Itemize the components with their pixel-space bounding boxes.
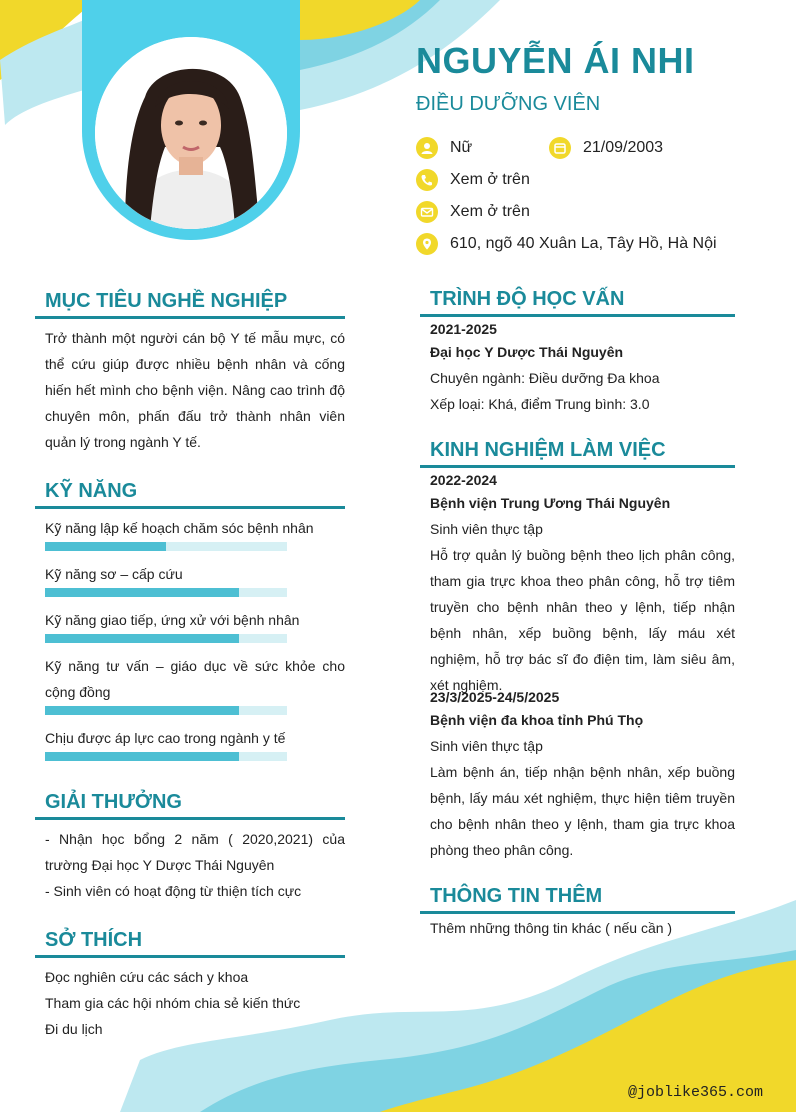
education-title: TRÌNH ĐỘ HỌC VẤN bbox=[420, 288, 735, 317]
experience-role: Sinh viên thực tập bbox=[430, 521, 543, 537]
hobbies-list bbox=[45, 964, 345, 1042]
calendar-icon bbox=[549, 137, 571, 159]
skill-bar bbox=[45, 634, 287, 643]
experience-title: KINH NGHIỆM LÀM VIỆC bbox=[420, 439, 735, 468]
skill-label: Chịu được áp lực cao trong ngành y tế bbox=[45, 730, 286, 746]
experience-org: Bệnh viện Trung Ương Thái Nguyên bbox=[430, 495, 671, 511]
experience-desc: Làm bệnh án, tiếp nhận bệnh nhân, xếp buồng bệnh, lấy máu xét nghiệm, thực hiện tiêm truyền cho bệnh nhân theo y lệnh, tham gia trực khoa phòng theo phân công. bbox=[430, 764, 735, 858]
experience-entry bbox=[430, 687, 735, 863]
hobby-item: Tham gia các hội nhóm chia sẻ kiến thức bbox=[45, 995, 301, 1011]
address-value: 610, ngõ 40 Xuân La, Tây Hồ, Hà Nội bbox=[450, 235, 717, 252]
education-major: Chuyên ngành: Điều dưỡng Đa khoa bbox=[430, 370, 660, 386]
award-item: - Nhận học bổng 2 năm ( 2020,2021) của trường Đại học Y Dược Thái Nguyên bbox=[45, 831, 345, 873]
gender-row bbox=[416, 137, 472, 159]
experience-desc: Hỗ trợ quản lý buồng bệnh theo lịch phân công, tham gia trực khoa theo phân công, hỗ trợ tiêm truyền cho bệnh nhân theo y lệnh, tiếp nhận bệnh nhân, xếp buồng bệnh, lấy máu xét nghiệm, hỗ trợ bác sĩ đo điện tim, làm siêu âm, xét nghiệm. bbox=[430, 547, 735, 693]
email-value: Xem ở trên bbox=[450, 203, 530, 220]
experience-role: Sinh viên thực tập bbox=[430, 738, 543, 754]
skill-label: Kỹ năng sơ – cấp cứu bbox=[45, 566, 183, 582]
location-pin-icon bbox=[416, 233, 438, 255]
award-item: - Sinh viên có hoạt động từ thiện tích cực bbox=[45, 883, 302, 899]
gender-value: Nữ bbox=[450, 139, 473, 156]
user-icon bbox=[416, 137, 438, 159]
education-period: 2021-2025 bbox=[430, 321, 497, 337]
birthdate-value: 21/09/2003 bbox=[583, 139, 664, 156]
extra-title: THÔNG TIN THÊM bbox=[420, 885, 735, 914]
skill-label: Kỹ năng giao tiếp, ứng xử với bệnh nhân bbox=[45, 612, 300, 628]
education-entry bbox=[430, 319, 735, 417]
objective-title: MỤC TIÊU NGHỀ NGHIỆP bbox=[35, 290, 345, 319]
experience-entry bbox=[430, 470, 735, 698]
mail-icon bbox=[416, 201, 438, 223]
skill-label: Kỹ năng lập kế hoạch chăm sóc bệnh nhân bbox=[45, 520, 314, 536]
skill-bar bbox=[45, 588, 287, 597]
birthdate-row bbox=[549, 137, 663, 159]
education-school: Đại học Y Dược Thái Nguyên bbox=[430, 344, 624, 360]
objective-text: Trở thành một người cán bộ Y tế mẫu mực, có thể cứu giúp được nhiều bệnh nhân và cống hiến hết mình cho bệnh viện. Nâng cao trình độ chuyên môn, phấn đấu trở thành nhân viên quản lý trong ngành Y tế. bbox=[45, 330, 345, 450]
profile-photo bbox=[95, 37, 287, 229]
email-row bbox=[416, 201, 530, 223]
candidate-position: ĐIỀU DƯỠNG VIÊN bbox=[416, 93, 601, 115]
skill-bar bbox=[45, 542, 287, 551]
address-row bbox=[416, 233, 717, 255]
skill-bar bbox=[45, 706, 287, 715]
skill-bar bbox=[45, 752, 287, 761]
experience-org: Bệnh viện đa khoa tỉnh Phú Thọ bbox=[430, 712, 644, 728]
phone-row bbox=[416, 169, 530, 191]
watermark: @joblike365.com bbox=[628, 1084, 764, 1101]
education-grade: Xếp loại: Khá, điểm Trung bình: 3.0 bbox=[430, 396, 650, 412]
phone-value: Xem ở trên bbox=[450, 171, 530, 188]
candidate-name: NGUYỄN ÁI NHI bbox=[416, 40, 695, 81]
awards-list bbox=[45, 826, 345, 904]
awards-title: GIẢI THƯỞNG bbox=[35, 791, 345, 820]
skills-title: KỸ NĂNG bbox=[35, 480, 345, 509]
hobbies-title: SỞ THÍCH bbox=[35, 929, 345, 958]
phone-icon bbox=[416, 169, 438, 191]
experience-period: 23/3/2025-24/5/2025 bbox=[430, 689, 560, 705]
extra-text: Thêm những thông tin khác ( nếu cần ) bbox=[430, 920, 673, 936]
hobby-item: Đọc nghiên cứu các sách y khoa bbox=[45, 969, 249, 985]
experience-period: 2022-2024 bbox=[430, 472, 497, 488]
hobby-item: Đi du lịch bbox=[45, 1021, 103, 1037]
skill-label: Kỹ năng tư vấn – giáo dục về sức khỏe cho cộng đồng bbox=[45, 658, 345, 700]
